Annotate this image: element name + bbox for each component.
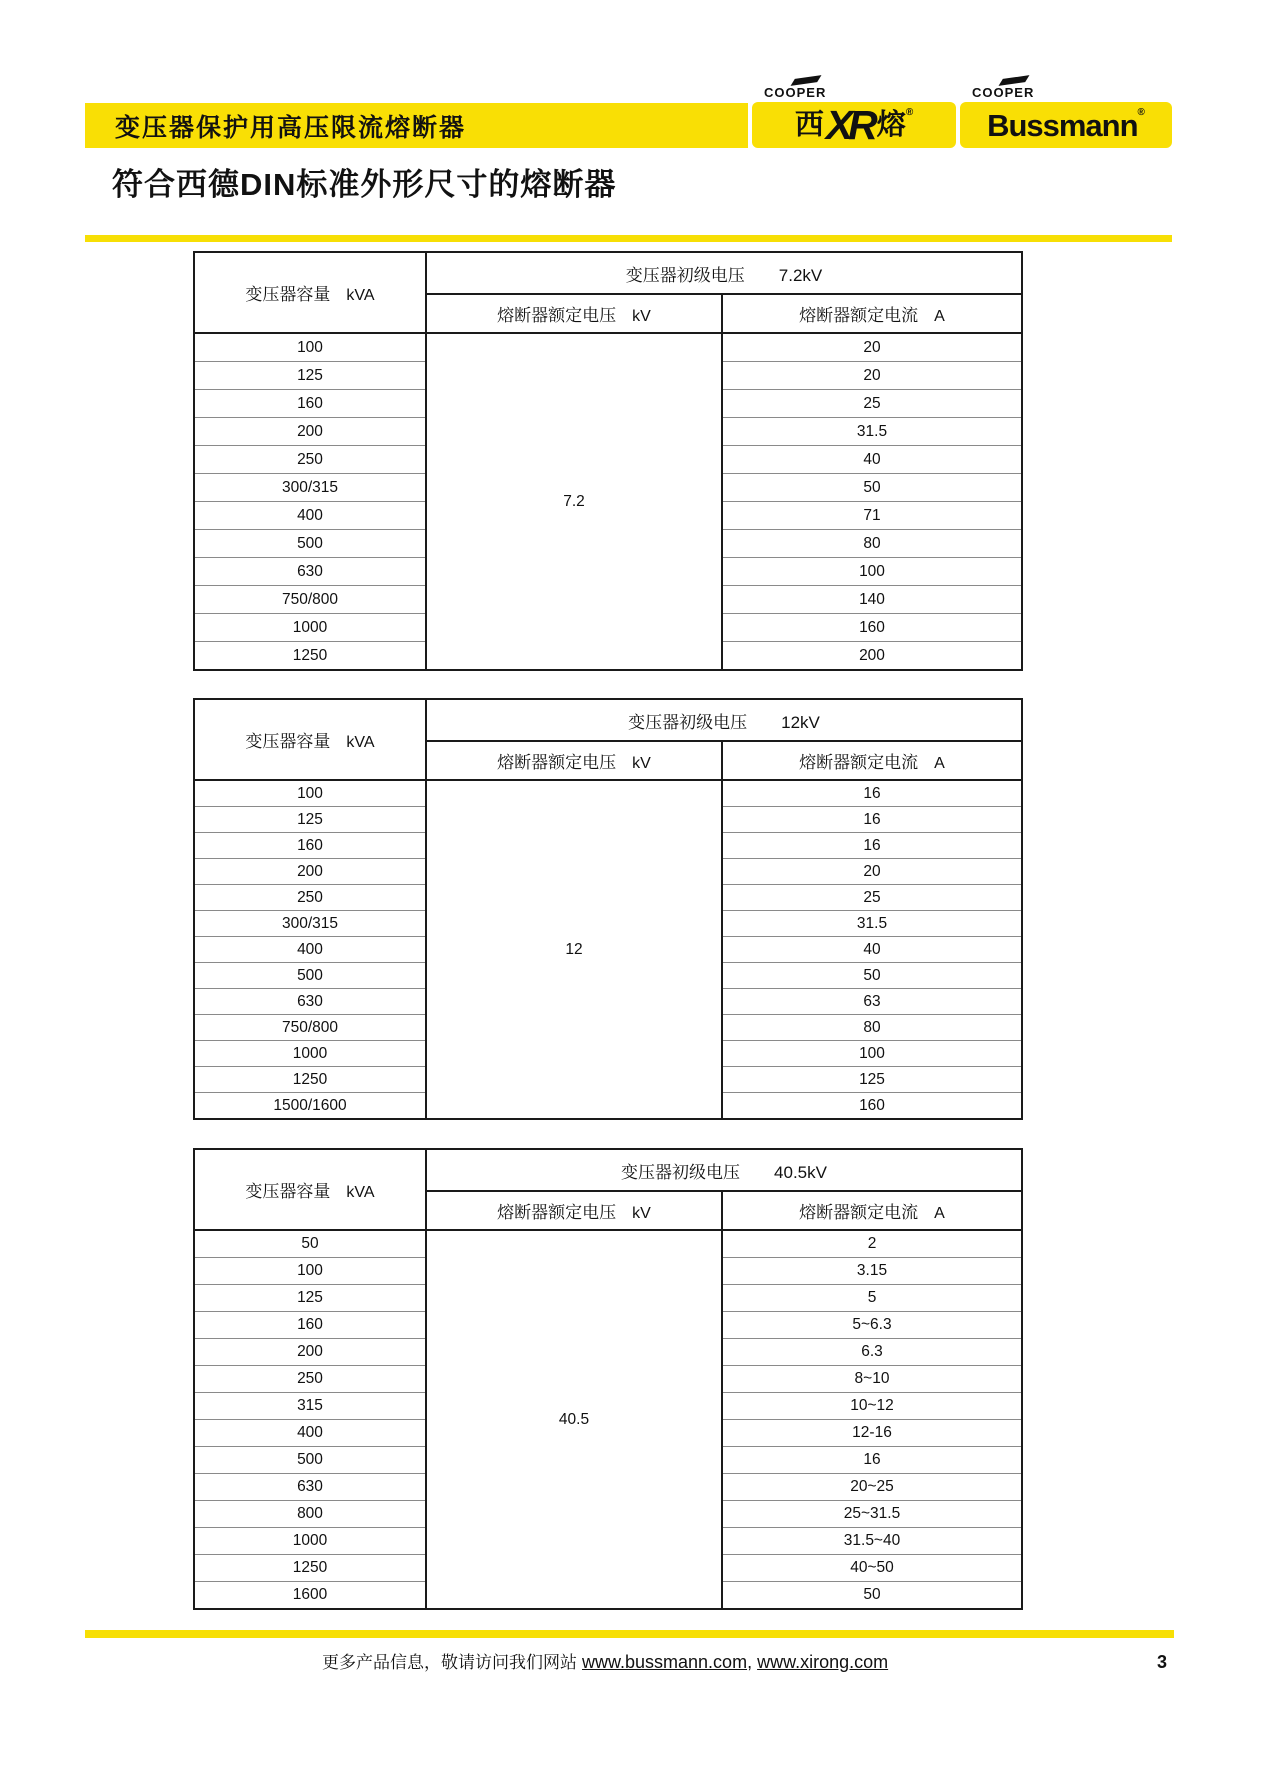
capacity-cell: 750/800: [194, 1015, 426, 1041]
footer-text: 更多产品信息，敬请访问我们网站: [322, 1653, 577, 1672]
current-cell: 10~12: [722, 1393, 1022, 1420]
current-cell: 3.15: [722, 1258, 1022, 1285]
current-cell: 125: [722, 1067, 1022, 1093]
current-cell: 40: [722, 937, 1022, 963]
xirong-logo: [752, 86, 956, 148]
current-cell: 20: [722, 362, 1022, 390]
footer-rule: [85, 1630, 1174, 1638]
capacity-cell: 400: [194, 1420, 426, 1447]
capacity-cell: 200: [194, 1339, 426, 1366]
capacity-cell: 125: [194, 807, 426, 833]
capacity-cell: 300/315: [194, 474, 426, 502]
fuse-voltage-header: [426, 294, 722, 333]
current-cell: 50: [722, 1582, 1022, 1610]
capacity-cell: 1000: [194, 614, 426, 642]
capacity-header-label: 变压器容量: [245, 285, 331, 304]
current-cell: 50: [722, 963, 1022, 989]
capacity-cell: 200: [194, 418, 426, 446]
capacity-cell: 100: [194, 780, 426, 807]
primary-voltage-value: 12kV: [781, 712, 820, 732]
capacity-cell: 400: [194, 502, 426, 530]
capacity-cell: 300/315: [194, 911, 426, 937]
capacity-cell: 400: [194, 937, 426, 963]
capacity-cell: 250: [194, 1366, 426, 1393]
primary-voltage-header: [426, 252, 1022, 294]
current-cell: 25~31.5: [722, 1501, 1022, 1528]
fuse-current-header-unit: A: [934, 1205, 945, 1222]
fuse-current-header: [722, 741, 1022, 780]
capacity-cell: 100: [194, 1258, 426, 1285]
table-row: [194, 1230, 1022, 1258]
title-rule: [85, 235, 1172, 242]
capacity-cell: 125: [194, 1285, 426, 1312]
catalog-page: [0, 84, 1287, 1673]
cooper-label: COOPER: [972, 85, 1035, 100]
current-cell: 20: [722, 333, 1022, 362]
table-body: [194, 1230, 1022, 1609]
fuse-voltage-header-unit: kV: [632, 1205, 651, 1222]
current-cell: 5~6.3: [722, 1312, 1022, 1339]
capacity-header-unit: kVA: [346, 287, 375, 304]
fuse-current-header-unit: A: [934, 308, 945, 325]
fuse-table-40-5kv: [193, 1148, 1023, 1610]
xirong-logo-box: [752, 102, 956, 148]
page-number: 3: [1156, 1652, 1167, 1672]
header-band-title: 变压器保护用高压限流熔断器: [115, 113, 467, 142]
capacity-cell: 160: [194, 833, 426, 859]
bussmann-logo: [960, 86, 1172, 148]
fuse-voltage-header-label: 熔断器额定电压: [497, 1203, 617, 1222]
page-title: 符合西德DIN标准外形尺寸的熔断器: [112, 167, 617, 202]
capacity-cell: 500: [194, 530, 426, 558]
header-band: [85, 103, 748, 148]
current-cell: 25: [722, 390, 1022, 418]
fuse-current-header: [722, 1191, 1022, 1230]
capacity-header: [194, 1149, 426, 1230]
current-cell: 50: [722, 474, 1022, 502]
current-cell: 16: [722, 833, 1022, 859]
capacity-cell: 1000: [194, 1041, 426, 1067]
capacity-cell: 1250: [194, 1067, 426, 1093]
capacity-header-label: 变压器容量: [245, 732, 331, 751]
capacity-cell: 630: [194, 1474, 426, 1501]
capacity-header-unit: kVA: [346, 1184, 375, 1201]
capacity-cell: 630: [194, 558, 426, 586]
current-cell: 12-16: [722, 1420, 1022, 1447]
cooper-label: COOPER: [764, 85, 827, 100]
footer-link-bussmann[interactable]: www.bussmann.com: [582, 1652, 748, 1672]
table-body: [194, 780, 1022, 1119]
capacity-cell: 750/800: [194, 586, 426, 614]
current-cell: 200: [722, 642, 1022, 671]
footer: [0, 1648, 1287, 1673]
capacity-cell: 800: [194, 1501, 426, 1528]
current-cell: 40~50: [722, 1555, 1022, 1582]
capacity-cell: 50: [194, 1230, 426, 1258]
capacity-cell: 1600: [194, 1582, 426, 1610]
fuse-current-header-label: 熔断器额定电流: [799, 306, 919, 325]
primary-voltage-label: 变压器初级电压: [625, 265, 745, 285]
current-cell: 100: [722, 558, 1022, 586]
fuse-current-header-unit: A: [934, 755, 945, 772]
cooper-wordmark: [972, 86, 1034, 99]
capacity-header-label: 变压器容量: [245, 1182, 331, 1201]
capacity-cell: 160: [194, 1312, 426, 1339]
xirong-left-char: 西: [794, 108, 824, 141]
current-cell: 25: [722, 885, 1022, 911]
capacity-cell: 125: [194, 362, 426, 390]
footer-link-xirong[interactable]: www.xirong.com: [757, 1652, 889, 1672]
fuse-voltage-value-cell: 40.5: [426, 1230, 722, 1609]
primary-voltage-label: 变压器初级电压: [628, 712, 748, 732]
fuse-current-header: [722, 294, 1022, 333]
cooper-wordmark: [764, 86, 826, 99]
xirong-right-char: 熔: [876, 108, 906, 141]
primary-voltage-header: [426, 699, 1022, 741]
registered-mark: ®: [905, 107, 914, 118]
capacity-header-unit: kVA: [346, 734, 375, 751]
fuse-table-7-2kv: [193, 251, 1023, 671]
current-cell: 80: [722, 1015, 1022, 1041]
current-cell: 80: [722, 530, 1022, 558]
capacity-cell: 250: [194, 885, 426, 911]
capacity-cell: 500: [194, 963, 426, 989]
xirong-xr-mark-icon: XR: [825, 101, 873, 148]
current-cell: 63: [722, 989, 1022, 1015]
table-row: [194, 333, 1022, 362]
capacity-cell: 1250: [194, 642, 426, 671]
primary-voltage-value: 40.5kV: [774, 1162, 827, 1182]
primary-voltage-label: 变压器初级电压: [621, 1162, 741, 1182]
capacity-cell: 250: [194, 446, 426, 474]
current-cell: 160: [722, 614, 1022, 642]
table-body: [194, 333, 1022, 670]
capacity-cell: 100: [194, 333, 426, 362]
current-cell: 2: [722, 1230, 1022, 1258]
current-cell: 140: [722, 586, 1022, 614]
current-cell: 16: [722, 1447, 1022, 1474]
capacity-header: [194, 699, 426, 780]
current-cell: 16: [722, 780, 1022, 807]
capacity-header: [194, 252, 426, 333]
current-cell: 20: [722, 859, 1022, 885]
masthead: [85, 84, 1172, 148]
current-cell: 16: [722, 807, 1022, 833]
fuse-table-12kv: [193, 698, 1023, 1120]
current-cell: 31.5~40: [722, 1528, 1022, 1555]
capacity-cell: 630: [194, 989, 426, 1015]
capacity-cell: 160: [194, 390, 426, 418]
current-cell: 100: [722, 1041, 1022, 1067]
capacity-cell: 1250: [194, 1555, 426, 1582]
fuse-voltage-header: [426, 741, 722, 780]
current-cell: 40: [722, 446, 1022, 474]
fuse-voltage-header: [426, 1191, 722, 1230]
registered-mark: ®: [1137, 107, 1145, 118]
fuse-voltage-header-unit: kV: [632, 308, 651, 325]
capacity-cell: 1500/1600: [194, 1093, 426, 1120]
current-cell: 20~25: [722, 1474, 1022, 1501]
fuse-current-header-label: 熔断器额定电流: [799, 753, 919, 772]
footer-separator: ,: [747, 1652, 753, 1672]
capacity-cell: 1000: [194, 1528, 426, 1555]
fuse-voltage-value-cell: 12: [426, 780, 722, 1119]
table-row: [194, 780, 1022, 807]
current-cell: 31.5: [722, 418, 1022, 446]
current-cell: 5: [722, 1285, 1022, 1312]
fuse-voltage-header-label: 熔断器额定电压: [497, 753, 617, 772]
current-cell: 8~10: [722, 1366, 1022, 1393]
fuse-voltage-value-cell: 7.2: [426, 333, 722, 670]
current-cell: 160: [722, 1093, 1022, 1120]
bussmann-logo-box: [960, 102, 1172, 148]
capacity-cell: 500: [194, 1447, 426, 1474]
bussmann-wordmark: Bussmann: [987, 107, 1138, 143]
capacity-cell: 200: [194, 859, 426, 885]
current-cell: 6.3: [722, 1339, 1022, 1366]
current-cell: 71: [722, 502, 1022, 530]
fuse-current-header-label: 熔断器额定电流: [799, 1203, 919, 1222]
fuse-voltage-header-unit: kV: [632, 755, 651, 772]
primary-voltage-value: 7.2kV: [778, 265, 823, 285]
current-cell: 31.5: [722, 911, 1022, 937]
primary-voltage-header: [426, 1149, 1022, 1191]
fuse-voltage-header-label: 熔断器额定电压: [497, 306, 617, 325]
capacity-cell: 315: [194, 1393, 426, 1420]
